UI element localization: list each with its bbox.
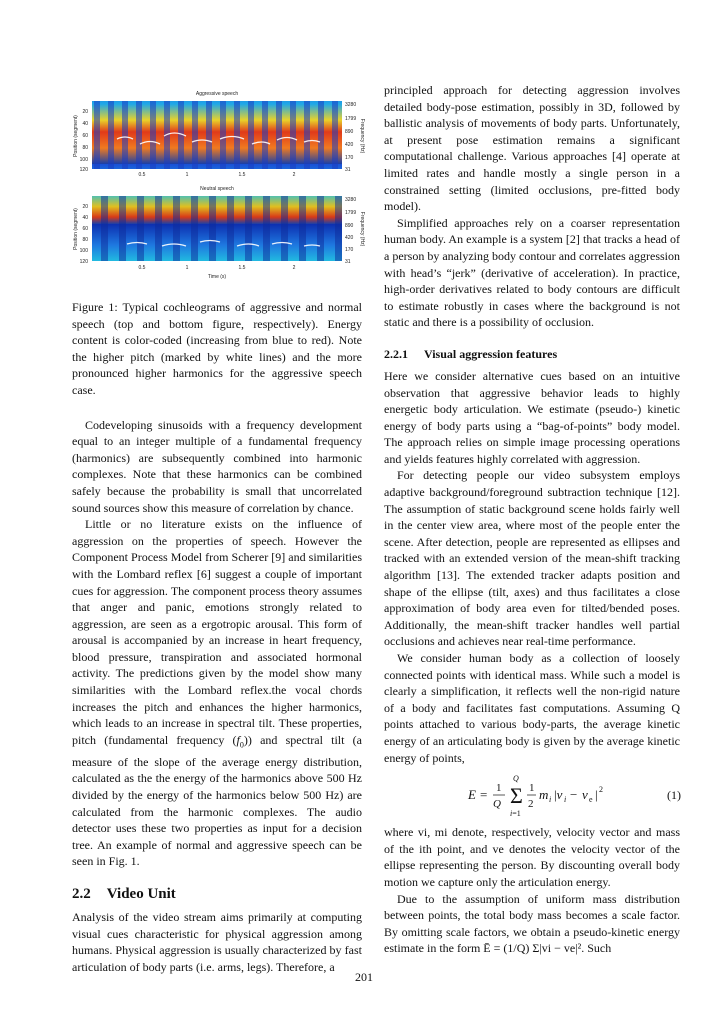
right-paragraph-5: We consider human body as a collection of loosely connected points with identical mass. While such a model is clearly a simplification, it reflects well the non-rigid nature of a body and facilitates fast computations. Assuming Q points attached to various body-parts, the average kinetic energy of an articulating body is given by the average kinetic energy of points, xyxy=(384,651,680,765)
svg-text:420: 420 xyxy=(345,142,354,148)
svg-text:170: 170 xyxy=(345,155,354,161)
svg-text:60: 60 xyxy=(82,133,88,139)
svg-text:80: 80 xyxy=(82,237,88,243)
svg-text:0.5: 0.5 xyxy=(138,265,146,271)
svg-text:3280: 3280 xyxy=(345,197,357,203)
svg-text:120: 120 xyxy=(79,167,88,173)
svg-text:Σ: Σ xyxy=(510,783,523,809)
svg-text:2: 2 xyxy=(528,798,534,811)
svg-text:1: 1 xyxy=(185,265,189,271)
svg-text:2: 2 xyxy=(292,265,296,271)
left-column xyxy=(72,84,365,975)
svg-text:0.5: 0.5 xyxy=(138,172,146,178)
svg-text:E: E xyxy=(468,787,476,803)
svg-text:420: 420 xyxy=(345,235,354,241)
svg-text:=: = xyxy=(480,787,488,803)
svg-text:20: 20 xyxy=(82,109,88,115)
svg-text:i=1: i=1 xyxy=(510,809,521,819)
svg-text:40: 40 xyxy=(82,121,88,127)
bottom-right-ticks xyxy=(345,197,356,265)
right-paragraph-7: Due to the assumption of uniform mass distribution between points, the total body mass becomes a scale factor. By omitting scale factors, we obtain a pseudo-kinetic energy estimate in the form Ē = (1/Q) Σ|vi − ve|². Such xyxy=(384,891,680,956)
top-cochleogram xyxy=(92,101,342,169)
svg-text:2: 2 xyxy=(292,172,296,178)
svg-text:1799: 1799 xyxy=(345,210,357,216)
svg-text:1: 1 xyxy=(496,782,502,795)
svg-text:1.5: 1.5 xyxy=(238,172,246,178)
bottom-xlabel: Time (s) xyxy=(207,274,227,280)
subsection-heading: 2.2.1 Visual aggression features xyxy=(384,346,558,361)
svg-text:m: m xyxy=(539,787,549,803)
svg-text:170: 170 xyxy=(345,247,354,253)
bottom-panel-title: Neutral speech xyxy=(200,186,234,192)
svg-text:120: 120 xyxy=(79,259,88,265)
right-column xyxy=(384,82,680,957)
top-right-ticks xyxy=(345,102,356,173)
left-paragraph-3: Analysis of the video stream aims primarily at computing visual cues characteristic for physical aggression among humans. Physical aggression is usually characterized by fast articulation of body parts (i.e. arms, legs). Therefore, a xyxy=(72,909,362,974)
left-paragraph-2: Little or no literature exists on the influence of aggression on the properties of speech. However the Component Process Model from Scherer [9] and similarities with the Lombard reflex [6] suggest a couple of important cues for aggression. The component process theory assumes that anger and panic, emotions strongly related to aggression, are seen as a ergotropic arousal. This form of arousal is accompanied by an increase in heart frequency, blood pressure, transpiration and associated hormonal activity. The predictions given by the model show many similarities with the Lombard reflex.the vocal chords increases the pitch and enhances the higher harmonics, which leads to an increase in spectral tilt. These properties, pitch (fundamental frequency $(f_0)$) and spectral tilt (a measure of the slope of the average energy distribution, calculated as the the energy of the harmonics above 500 Hz divided by the energy of the harmonics below 500 Hz) are calculated from the harmonic complexes. The audio detector uses these two properties as input for a decision tree. An example of normal and aggressive speech can be seen in Fig. 1. xyxy=(72,517,362,869)
svg-text:Q: Q xyxy=(493,798,501,811)
figure-1 xyxy=(72,84,365,289)
svg-text:40: 40 xyxy=(82,215,88,221)
svg-text:1799: 1799 xyxy=(345,116,357,122)
svg-text:60: 60 xyxy=(82,226,88,232)
svg-text:3280: 3280 xyxy=(345,102,357,108)
svg-text:890: 890 xyxy=(345,129,354,135)
bottom-left-ticks xyxy=(80,204,89,265)
top-x-ticks xyxy=(139,172,296,178)
bottom-ylabel-left: Position (segment) xyxy=(73,208,79,250)
top-panel-title: Aggressive speech xyxy=(195,91,239,97)
svg-text:e: e xyxy=(589,795,593,805)
svg-text:v: v xyxy=(582,787,588,803)
svg-text:Q: Q xyxy=(513,774,519,784)
top-ylabel-right: Frequency (Hz) xyxy=(359,118,365,154)
svg-text:|: | xyxy=(595,787,598,803)
svg-text:100: 100 xyxy=(79,248,88,254)
svg-text:80: 80 xyxy=(82,145,88,151)
equation-svg xyxy=(384,766,680,824)
svg-text:(1): (1) xyxy=(667,788,681,803)
svg-text:890: 890 xyxy=(345,223,354,229)
top-left-ticks xyxy=(80,109,89,173)
svg-text:i: i xyxy=(549,795,552,805)
right-paragraph-2: Simplified approaches rely on a coarser representation human body. An example is a system [2] that tracks a head of a person by analyzing body contour and correlates aggression with head’s “jerk” (derivative of acceleration). In practice, high-order derivatives related to body contours are difficult to estimate robustly in cases where the background is not static and there is a possibility of occlusion. xyxy=(384,215,680,330)
section-heading: 2.2 Video Unit xyxy=(72,885,176,902)
top-ylabel-left: Position (segment) xyxy=(73,115,79,157)
cochleogram-figure xyxy=(72,84,365,289)
svg-text:1: 1 xyxy=(529,782,535,795)
svg-text:2: 2 xyxy=(599,785,603,795)
svg-text:−: − xyxy=(570,787,578,803)
page-number: 201 xyxy=(355,970,373,984)
figure-caption: Figure 1: Typical cochleograms of aggressive and normal speech (top and bottom figure, respectively). Energy content is color-coded (increasing from blue to red). Note the higher pitch (marked by white lines) and the more pronounced higher harmonics for the aggressive speech case. xyxy=(72,300,362,397)
svg-text:100: 100 xyxy=(79,157,88,163)
bottom-cochleogram xyxy=(92,196,342,261)
equation-1 xyxy=(384,766,680,824)
svg-text:1: 1 xyxy=(185,172,189,178)
svg-text:|v: |v xyxy=(554,787,563,803)
right-paragraph-1: principled approach for detecting aggression involves detailed body-pose estimation, possibly in 3D, followed by ballistic analysis of movements of body parts. Unfortunately, at present pose estimation remains a significant computational challenge. Various approaches [4] operate at limited rates and handle mostly a single person in a constrained setting (limited occlusions, pre-fitted body model). xyxy=(384,83,680,214)
svg-text:31: 31 xyxy=(345,259,351,265)
bottom-x-ticks xyxy=(139,265,296,271)
svg-text:i: i xyxy=(564,795,567,805)
right-paragraph-3: Here we consider alternative cues based on an intuitive observation that aggressive behavior leads to highly energetic body articulation. We estimate (pseudo-) kinetic energy of body parts using a “bag-of-points” body model. The approach relies on simple image processing operations and yields features highly correlated with aggression. xyxy=(384,368,680,466)
svg-text:20: 20 xyxy=(82,204,88,210)
left-paragraph-1: Codeveloping sinusoids with a frequency development equal to an integer multiple of a fundamental frequency (harmonics) are subsequently combined into harmonic complexes. Note that these harmonics can be combined safely because the probability is small that uncorrelated sound sources show this measure of correlation by chance. xyxy=(72,417,362,515)
bottom-ylabel-right: Frequency (Hz) xyxy=(359,211,365,247)
svg-text:1.5: 1.5 xyxy=(238,265,246,271)
svg-text:31: 31 xyxy=(345,167,351,173)
right-paragraph-6: where vi, mi denote, respectively, velocity vector and mass of the ith point, and ve denotes the velocity vector of the ellipse representing the person. By discounting overall body motion we capture only the articulation energy. xyxy=(384,825,680,889)
right-paragraph-4: For detecting people our video subsystem employs adaptive background/foreground subtraction technique [12]. The assumption of static background scene holds fairly well in the center view area, where most of the people enter the scene. After detection, people are represented as ellipses and tracked with an extended version of the mean-shift tracking algorithm [13]. The extended tracker adapts position and shape of the ellipse (tilt, axes) and thus facilitates a close approximation of body area even for tilted/bended poses. Additionally, the mean-shift tracker handles well partial occlusions and achieves near real-time performance. xyxy=(384,468,680,649)
